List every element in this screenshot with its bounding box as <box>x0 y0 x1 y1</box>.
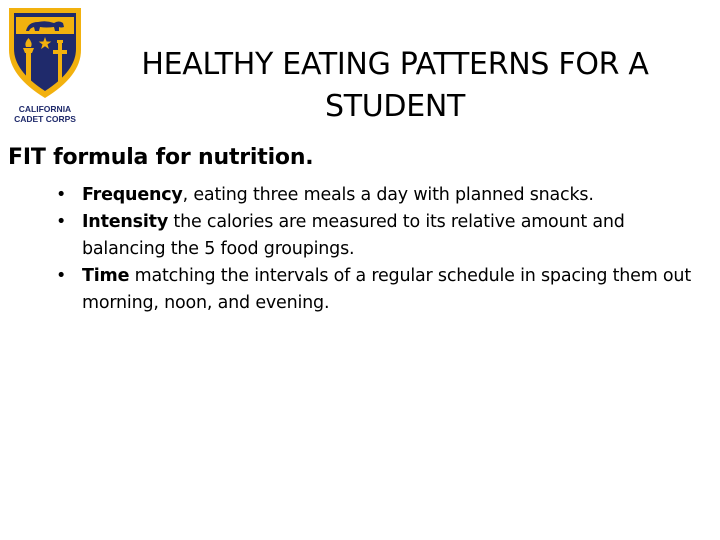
cadet-corps-shield-icon <box>4 4 86 126</box>
subheading: FIT formula for nutrition. <box>8 145 314 170</box>
bullet-item-frequency <box>56 182 696 209</box>
svg-text:CADET CORPS: CADET CORPS <box>14 114 76 124</box>
bullet-dot-icon: • <box>56 266 67 286</box>
bullet-text: matching the intervals of a regular schedule in spacing them out morning, noon, and evening. <box>82 266 691 313</box>
bullet-term: Time <box>82 266 130 286</box>
bullet-dot-icon: • <box>56 212 67 232</box>
svg-text:CALIFORNIA: CALIFORNIA <box>18 104 72 114</box>
bullet-term: Intensity <box>82 212 169 232</box>
bullet-item-intensity <box>56 209 696 263</box>
bullet-text: the calories are measured to its relative amount and balancing the 5 food groupings. <box>82 212 625 259</box>
slide-title: HEALTHY EATING PATTERNS FOR A STUDENT <box>141 47 649 124</box>
bullet-list <box>56 182 696 317</box>
bullet-text: , eating three meals a day with planned snacks. <box>182 185 594 205</box>
bullet-dot-icon: • <box>56 185 67 205</box>
bullet-item-time <box>56 263 696 317</box>
california-cadet-corps-logo <box>4 4 86 126</box>
bullet-term: Frequency <box>82 185 183 205</box>
